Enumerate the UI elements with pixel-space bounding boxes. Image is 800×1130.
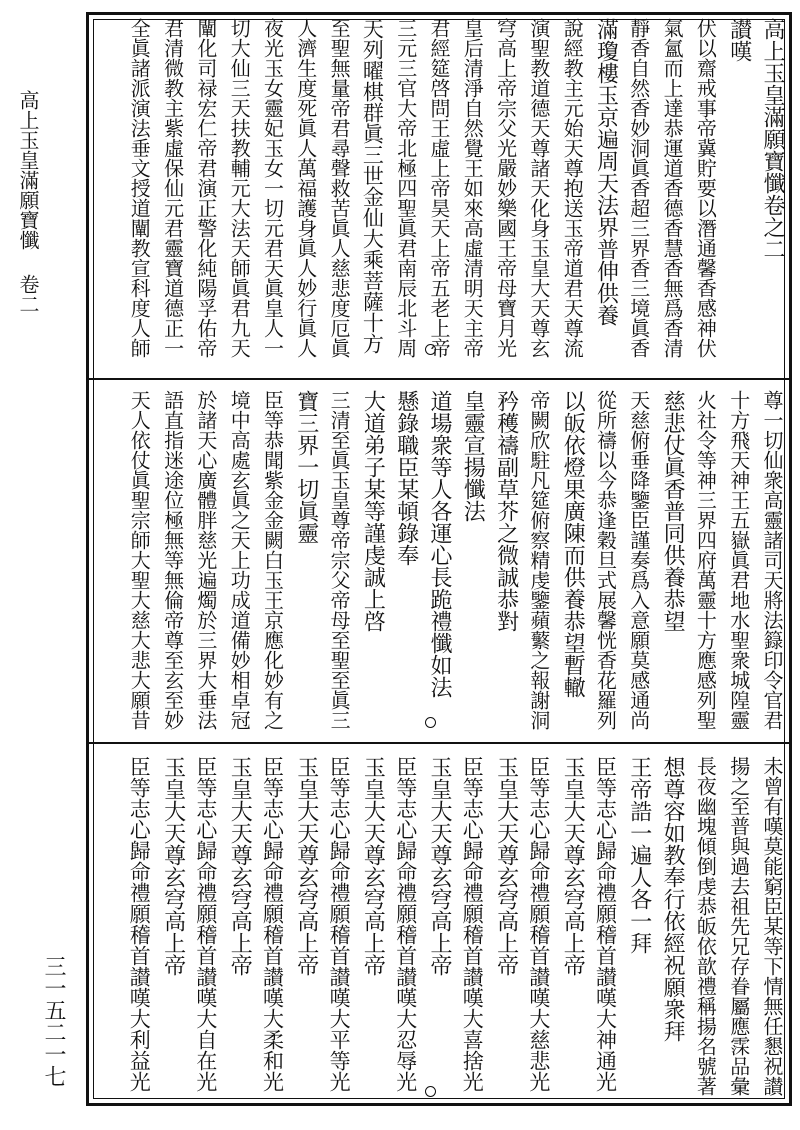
text-column: 臣等志心歸命禮願稽首讃嘆大平等光 <box>327 756 352 1092</box>
text-column: 大道弟子某等謹虔誠上啓 <box>360 390 386 632</box>
text-column: 夜光玉女靈妃玉女一切元君天眞皇人一 <box>260 18 285 358</box>
text-column: 讃嘆 <box>726 18 752 62</box>
text-column: 君清微教主紫虛保仙元君靈寶道德正一 <box>160 18 185 358</box>
text-column: 天慈俯垂降鑒臣謹奏爲入意願莫感通尚 <box>626 390 651 730</box>
text-column: 臣等志心歸命禮願稽首讃嘆大神通光 <box>593 756 618 1092</box>
text-column: 於諸天心廣體胖慈光遍燭於三界大垂法 <box>193 390 218 730</box>
text-column: 臣等志心歸命禮願稽首讃嘆大喜捨光 <box>460 756 485 1092</box>
text-column: 臣等志心歸命禮願稽首讃嘆大柔和光 <box>260 756 285 1092</box>
text-column: 臣等志心歸命禮願稽首讃嘆大自在光 <box>193 756 218 1092</box>
text-column: 帝闕欣駐凡筵俯察精虔鑒蘋蘩之報謝洞 <box>526 390 551 730</box>
text-column: 揚之至普與過去祖先兄存眷屬應霂品彙 <box>726 756 751 1096</box>
circle-mark <box>425 717 436 728</box>
text-column: 切大仙三天扶教輔元大法天師眞君九天 <box>227 18 252 358</box>
text-column: 十方飛天神王五嶽眞君地水聖衆城隍靈 <box>726 390 751 730</box>
text-column: 以皈依燈果廣陳而供養恭望暫轍 <box>560 390 586 698</box>
text-column: 玉皇大天尊玄穹高上帝 <box>493 756 519 976</box>
text-column: 長夜幽塊傾倒虔恭皈依歆禮稱揚名號著 <box>693 756 718 1096</box>
margin-page-number: 三一五二一七 <box>41 955 66 1087</box>
text-column: 慈悲仗眞香普同供養恭望 <box>660 390 686 632</box>
text-column: 人濟生度死眞人萬福護身眞人妙行眞人 <box>293 18 318 358</box>
text-column: 火社令等神三界四府萬靈十方應感列聖 <box>693 390 718 730</box>
text-column: 玉皇大天尊玄穹高上帝 <box>427 756 452 976</box>
text-column: 想尊容如教奉行依經祝願衆拜 <box>660 756 686 1042</box>
text-column: 臣等恭聞紫金金闕白玉王京應化妙有之 <box>260 390 285 730</box>
text-column: 高上玉皇滿願寶懺卷之二 <box>760 18 785 260</box>
text-column: 臣等志心歸命禮願稽首讃嘆大慈悲光 <box>526 756 551 1092</box>
text-column: 天人依仗眞聖宗師大聖大慈大悲大願昔 <box>127 390 152 730</box>
margin-title: 高上玉皇滿願寶懺 卷二 <box>16 90 40 314</box>
text-column: 三清至眞玉皇尊帝宗父帝母至聖至眞三 <box>327 390 352 730</box>
text-column: 懸錄職臣某頓錄奉 <box>393 390 419 566</box>
text-column: 境中高處玄眞之天上功成道備妙相卓冠 <box>227 390 252 730</box>
text-column: 語直指迷途位極無等無倫帝尊至玄至妙 <box>160 390 185 730</box>
text-column: 王帝誥一遍人各一拜 <box>626 756 652 954</box>
circle-mark <box>425 1086 436 1097</box>
text-column: 伏以齋戒事帝冀貯要以潛通馨香感神伏 <box>693 18 718 358</box>
text-column: 全眞諸派演法垂文授道闡教宣科度人師 <box>127 18 152 358</box>
text-column: 寶三界一切眞靈 <box>293 390 319 544</box>
text-column: 至聖無量帝君尋聲救苦眞人慈悲度厄眞 <box>327 18 352 358</box>
text-column: 靜香自然香妙洞眞香超三界香三境眞香 <box>626 18 651 358</box>
text-column: 闡化司禄宏仁帝君演正警化純陽孚佑帝 <box>193 18 218 358</box>
text-column: 玉皇大天尊玄穹高上帝 <box>160 756 186 976</box>
text-column: 臣等志心歸命禮願稽首讃嘆大利益光 <box>127 756 152 1092</box>
text-column: 玉皇大天尊玄穹高上帝 <box>560 756 586 976</box>
text-column: 玉皇大天尊玄穹高上帝 <box>293 756 319 976</box>
text-column: 未曾有嘆莫能窮臣某等下情無任懇祝讃 <box>760 756 784 1096</box>
text-column: 皇后清淨自然覺王如來高虛清明天主帝 <box>460 18 485 358</box>
text-column: 君經筵啓問王虛上帝昊天上帝五老上帝 <box>427 18 451 358</box>
text-column: 說經教主元始天尊抱送玉帝道君天尊流 <box>560 18 585 358</box>
register-divider-1 <box>89 378 789 380</box>
text-column: 尊一切仙衆高靈諸司天將法籙印令官君 <box>760 390 784 730</box>
text-column: 穹高上帝宗父光嚴妙樂國王帝母寶月光 <box>493 18 518 358</box>
text-column: 皇靈宣揚懺法 <box>460 390 486 522</box>
text-column: 氣氳而上達恭運道香德香慧香無爲香清 <box>660 18 685 358</box>
text-column: 玉皇大天尊玄穹高上帝 <box>227 756 253 976</box>
text-column: 三元三官大帝北極四聖眞君南辰北斗周 <box>393 18 418 358</box>
text-column: 玉皇大天尊玄穹高上帝 <box>360 756 386 976</box>
text-column: 道場衆等人各運心長跪禮懺如法 <box>427 390 452 698</box>
text-column: 臣等志心歸命禮願稽首讃嘆大忍辱光 <box>393 756 418 1092</box>
text-column: 演聖教道德天尊諸天化身玉皇大天尊玄 <box>526 18 551 358</box>
text-column: 矜穫禱副草芥之微誠恭對 <box>493 390 519 632</box>
register-divider-2 <box>89 742 789 744</box>
text-column: 滿瓊樓玉京遍周天法界普伸供養 <box>593 18 619 326</box>
text-column: 天列曜棋群眞三世金仙大乘菩薩十方 <box>360 18 385 354</box>
text-column: 從所禱以今恭逢穀旦式展馨恍香花羅列 <box>593 390 618 730</box>
